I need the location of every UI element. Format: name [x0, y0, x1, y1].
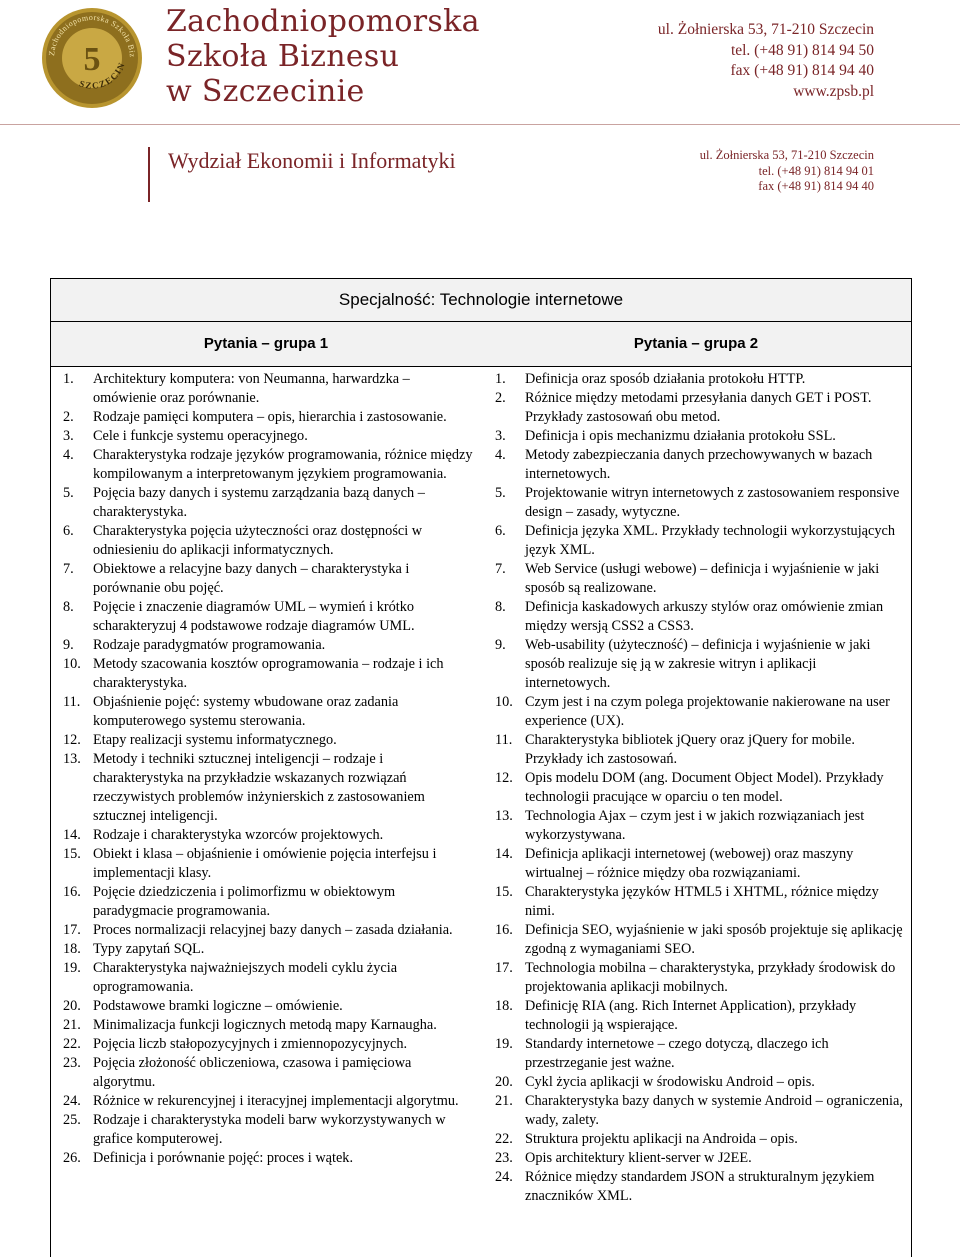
question-text: Różnice między standardem JSON a strukturalnym językiem znaczników XML. [525, 1169, 875, 1204]
website-link[interactable]: www.zpsb.pl [793, 82, 874, 100]
question-text: Pojęcia złożoność obliczeniowa, czasowa i pamięciowa algorytmu. [93, 1055, 412, 1090]
list-item [63, 883, 475, 921]
item-number: 24. [63, 1093, 81, 1109]
item-number: 21. [495, 1093, 513, 1109]
list-item [63, 1149, 475, 1168]
item-number: 11. [63, 694, 81, 710]
item-number: 23. [495, 1150, 513, 1166]
list-item [63, 598, 475, 636]
list-item [63, 1092, 475, 1111]
table-header-row [51, 322, 911, 367]
item-number: 13. [495, 808, 513, 824]
group2-question-list [495, 370, 903, 1206]
question-text: Technologia Ajax – czym jest i w jakich rozwiązaniach jest wykorzystywana. [525, 808, 865, 843]
item-number: 26. [63, 1150, 81, 1166]
item-number: 20. [63, 998, 81, 1014]
list-item [63, 1054, 475, 1092]
item-number: 1. [495, 371, 506, 387]
faculty-accent-bar [148, 147, 150, 202]
list-item [63, 636, 475, 655]
question-text: Projektowanie witryn internetowych z zastosowaniem responsive design – zasady, wytyczne. [525, 485, 900, 520]
list-item [63, 997, 475, 1016]
question-text: Definicja i opis mechanizmu działania protokołu SSL. [525, 428, 836, 444]
faculty-name: Wydział Ekonomii i Informatyki [168, 148, 456, 173]
item-number: 3. [495, 428, 506, 444]
school-logo-seal [40, 6, 144, 110]
faculty-phone: tel. (+48 91) 814 94 01 [758, 163, 874, 178]
item-number: 19. [63, 960, 81, 976]
question-text: Etapy realizacji systemu informatycznego. [93, 732, 337, 748]
item-number: 8. [63, 599, 74, 615]
list-item [495, 1035, 903, 1073]
question-text: Opis modelu DOM (ang. Document Object Model). Przykłady technologii pracujące w oparciu o ten model. [525, 770, 884, 805]
address: ul. Żołnierska 53, 71-210 Szczecin [657, 21, 874, 38]
item-number: 24. [495, 1169, 513, 1185]
question-text: Definicja kaskadowych arkuszy stylów oraz omówienie zmian między wersją CSS2 a CSS3. [525, 599, 884, 634]
item-number: 10. [495, 694, 513, 710]
list-item [63, 731, 475, 750]
question-text: Pojęcie dziedziczenia i polimorfizmu w obiektowym paradygmacie programowania. [93, 884, 396, 919]
question-text: Podstawowe bramki logiczne – omówienie. [93, 998, 343, 1014]
list-item [495, 693, 903, 731]
school-contact [574, 20, 874, 102]
question-text: Pojęcia liczb stałopozycyjnych i zmiennopozycyjnych. [93, 1036, 408, 1052]
question-text: Web Service (usługi webowe) – definicja i wyjaśnienie w jaki sposób są realizowane. [525, 561, 880, 596]
question-text: Charakterystyka bibliotek jQuery oraz jQuery for mobile. Przykłady ich zastosowań. [525, 732, 855, 767]
list-item [495, 427, 903, 446]
question-text: Definicja aplikacji internetowej (webowej) oraz maszyny wirtualnej – różnice między oba rozwiązaniami. [525, 846, 854, 881]
item-number: 6. [63, 523, 74, 539]
faculty-address: ul. Żołnierska 53, 71-210 Szczecin [699, 148, 874, 162]
item-number: 17. [63, 922, 81, 938]
question-text: Rodzaje paradygmatów programowania. [93, 637, 326, 653]
item-number: 4. [63, 447, 74, 463]
question-text: Cele i funkcje systemu operacyjnego. [93, 428, 308, 444]
question-text: Charakterystyka języków HTML5 i XHTML, różnice między nimi. [525, 884, 879, 919]
question-text: Definicję RIA (ang. Rich Internet Application), przykłady technologii ją wspierające. [525, 998, 857, 1033]
item-number: 1. [63, 371, 74, 387]
list-item [495, 769, 903, 807]
item-number: 16. [63, 884, 81, 900]
list-item [63, 370, 475, 408]
list-item [63, 1111, 475, 1149]
school-name-line: Szkoła Biznesu [166, 39, 400, 74]
question-text: Metody zabezpieczania danych przechowywanych w bazach internetowych. [525, 447, 873, 482]
question-text: Różnice między metodami przesyłania danych GET i POST. Przykłady zastosowań obu metod. [525, 390, 872, 425]
item-number: 11. [495, 732, 513, 748]
question-text: Charakterystyka pojęcia użyteczności oraz dostępności w odniesieniu do aplikacji informatycznych. [93, 523, 423, 558]
fax: fax (+48 91) 814 94 40 [730, 62, 874, 79]
question-text: Proces normalizacji relacyjnej bazy danych – zasada działania. [93, 922, 453, 938]
question-text: Różnice w rekurencyjnej i iteracyjnej implementacji algorytmu. [93, 1093, 459, 1109]
item-number: 7. [63, 561, 74, 577]
faculty-contact [574, 148, 874, 195]
list-item [495, 807, 903, 845]
item-number: 15. [495, 884, 513, 900]
question-text: Pojęcia bazy danych i systemu zarządzania bazą danych – charakterystyka. [93, 485, 425, 520]
item-number: 19. [495, 1036, 513, 1052]
list-item [495, 959, 903, 997]
question-text: Charakterystyka rodzaje języków programowania, różnice między kompilowanym a interpretowanym językiem programowania. [93, 447, 473, 482]
list-item [63, 1035, 475, 1054]
list-item [63, 940, 475, 959]
list-item [63, 845, 475, 883]
question-text: Objaśnienie pojęć: systemy wbudowane oraz zadania komputerowego systemu sterowania. [93, 694, 399, 729]
question-text: Charakterystyka bazy danych w systemie Android – ograniczenia, wady, zalety. [525, 1093, 903, 1128]
list-item [63, 655, 475, 693]
item-number: 3. [63, 428, 74, 444]
question-text: Cykl życia aplikacji w środowisku Android – opis. [525, 1074, 815, 1090]
item-number: 5. [495, 485, 506, 501]
svg-text:SZCZECIN: SZCZECIN [78, 60, 127, 91]
group1-question-list [63, 370, 475, 1168]
item-number: 22. [63, 1036, 81, 1052]
question-text: Web-usability (użyteczność) – definicja i wyjaśnienie w jaki sposób realizuje się ją w zakresie witryn i aplikacji internetowych. [525, 637, 871, 691]
list-item [495, 389, 903, 427]
item-number: 10. [63, 656, 81, 672]
table-title: Specjalność: Technologie internetowe [51, 279, 911, 322]
item-number: 2. [63, 409, 74, 425]
item-number: 17. [495, 960, 513, 976]
question-text: Technologia mobilna – charakterystyka, przykłady środowisk do projektowania aplikacji mobilnych. [525, 960, 896, 995]
list-item [495, 845, 903, 883]
item-number: 20. [495, 1074, 513, 1090]
item-number: 5. [63, 485, 74, 501]
question-text: Architektury komputera: von Neumanna, harwardzka – omówienie oraz porównanie. [93, 371, 410, 406]
list-item [63, 1016, 475, 1035]
item-number: 15. [63, 846, 81, 862]
school-name-line: Zachodniopomorska [166, 4, 480, 39]
item-number: 18. [495, 998, 513, 1014]
list-item [63, 484, 475, 522]
question-text: Minimalizacja funkcji logicznych metodą mapy Karnaugha. [93, 1017, 437, 1033]
item-number: 9. [63, 637, 74, 653]
list-item [495, 1149, 903, 1168]
question-text: Definicja języka XML. Przykłady technologii wykorzystujących język XML. [525, 523, 896, 558]
list-item [495, 636, 903, 693]
list-item [495, 1130, 903, 1149]
list-item [63, 959, 475, 997]
list-item [63, 750, 475, 826]
list-item [63, 560, 475, 598]
question-text: Charakterystyka najważniejszych modeli cyklu życia oprogramowania. [93, 960, 398, 995]
item-number: 25. [63, 1112, 81, 1128]
item-number: 14. [63, 827, 81, 843]
list-item [495, 522, 903, 560]
header-divider [0, 124, 960, 125]
list-item [495, 883, 903, 921]
list-item [63, 427, 475, 446]
item-number: 2. [495, 390, 506, 406]
question-text: Obiekt i klasa – objaśnienie i omówienie pojęcia interfejsu i implementacji klasy. [93, 846, 437, 881]
item-number: 21. [63, 1017, 81, 1033]
svg-text:Zachodniopomorska Szkoła Bizne: Zachodniopomorska Szkoła Biz [47, 12, 138, 58]
question-text: Pojęcie i znaczenie diagramów UML – wymień i krótko scharakteryzuj 4 podstawowe rodzaje diagramów UML. [93, 599, 415, 634]
question-text: Opis architektury klient-server w J2EE. [525, 1150, 752, 1166]
item-number: 23. [63, 1055, 81, 1071]
question-text: Rodzaje pamięci komputera – opis, hierarchia i zastosowanie. [93, 409, 447, 425]
list-item [495, 1092, 903, 1130]
question-text: Obiektowe a relacyjne bazy danych – charakterystyka i porównanie obu pojęć. [93, 561, 410, 596]
group1-header: Pytania – grupa 1 [203, 335, 329, 352]
item-number: 18. [63, 941, 81, 957]
list-item [63, 693, 475, 731]
item-number: 12. [495, 770, 513, 786]
item-number: 22. [495, 1131, 513, 1147]
item-number: 6. [495, 523, 506, 539]
list-item [495, 1168, 903, 1206]
question-text: Typy zapytań SQL. [93, 941, 205, 957]
school-name-line: w Szczecinie [166, 74, 365, 109]
list-item [495, 1073, 903, 1092]
question-text: Definicja oraz sposób działania protokołu HTTP. [525, 371, 806, 387]
question-text: Metody i techniki sztucznej inteligencji – rodzaje i charakterystyka na przykładzie wskazanych rozwiązań rzeczywistych problemów inżynierskich z zastosowaniem sztucznej inteligencji. [93, 751, 425, 824]
list-item [63, 826, 475, 845]
question-text: Definicja SEO, wyjaśnienie w jaki sposób projektuje się aplikację zgodną z wymaganiami SEO. [525, 922, 903, 957]
item-number: 16. [495, 922, 513, 938]
question-text: Standardy internetowe – czego dotyczą, dlaczego ich przestrzeganie jest ważne. [525, 1036, 829, 1071]
question-text: Metody szacowania kosztów oprogramowania – rodzaje i ich charakterystyka. [93, 656, 444, 691]
question-text: Struktura projektu aplikacji na Androida – opis. [525, 1131, 798, 1147]
question-text: Definicja i porównanie pojęć: proces i wątek. [93, 1150, 354, 1166]
school-name [166, 4, 480, 109]
list-item [495, 370, 903, 389]
list-item [495, 560, 903, 598]
list-item [495, 484, 903, 522]
list-item [495, 731, 903, 769]
list-item [495, 446, 903, 484]
item-number: 4. [495, 447, 506, 463]
question-text: Czym jest i na czym polega projektowanie nakierowane na user experience (UX). [525, 694, 890, 729]
list-item [63, 446, 475, 484]
question-text: Rodzaje i charakterystyka modeli barw wykorzystywanych w grafice komputerowej. [93, 1112, 446, 1147]
item-number: 8. [495, 599, 506, 615]
svg-text:5: 5 [83, 41, 101, 78]
list-item [63, 408, 475, 427]
question-text: Rodzaje i charakterystyka wzorców projektowych. [93, 827, 384, 843]
list-item [495, 997, 903, 1035]
item-number: 14. [495, 846, 513, 862]
list-item [495, 598, 903, 636]
list-item [63, 921, 475, 940]
item-number: 13. [63, 751, 81, 767]
faculty-fax: fax (+48 91) 814 94 40 [758, 179, 874, 193]
list-item [495, 921, 903, 959]
list-item [63, 522, 475, 560]
group2-header: Pytania – grupa 2 [633, 335, 759, 352]
item-number: 9. [495, 637, 506, 653]
item-number: 7. [495, 561, 506, 577]
item-number: 12. [63, 732, 81, 748]
phone: tel. (+48 91) 814 94 50 [730, 41, 874, 59]
